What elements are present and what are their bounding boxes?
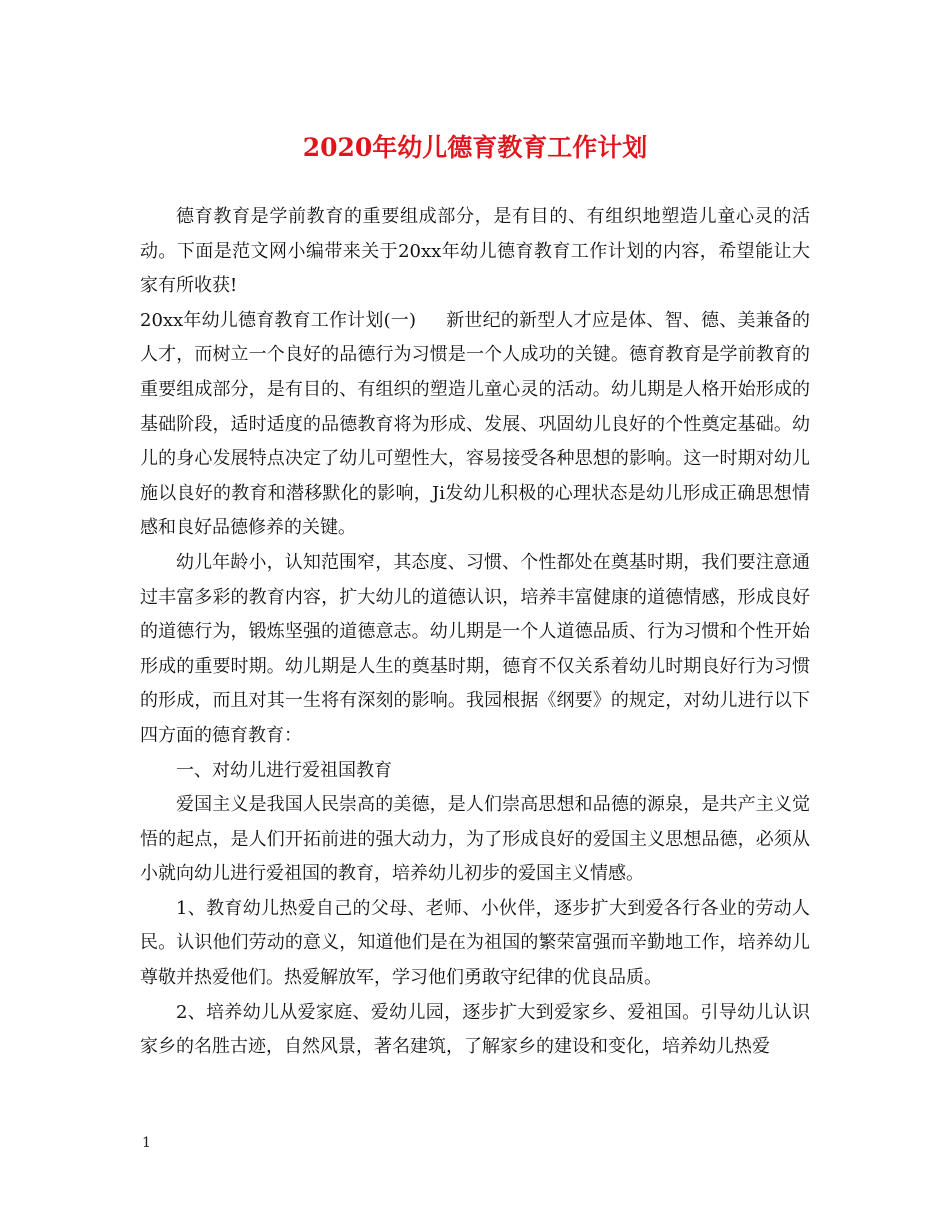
page-number: 1 (142, 1135, 151, 1151)
body-paragraph: 幼儿年龄小，认知范围窄，其态度、习惯、个性都处在奠基时期，我们要注意通过丰富多彩的教育内容，扩大幼儿的道德认识，培养丰富健康的道德情感，形成良好的道德行为，锻炼坚强的道德意志。幼儿期是一个人道德品质、行为习惯和个性开始形成的重要时期。幼儿期是人生的奠基时期，德育不仅关系着幼儿时期良好行为习惯的形成，而且对其一生将有深刻的影响。我园根据《纲要》的规定，对幼儿进行以下四方面的德育教育： (140, 551, 810, 746)
body-paragraph: 爱国主义是我国人民崇高的美德，是人们崇高思想和品德的源泉，是共产主义觉悟的起点，是人们开拓前进的强大动力，为了形成良好的爱国主义思想品德，必须从小就向幼儿进行爱祖国的教育，培养幼儿初步的爱国主义情感。 (140, 794, 810, 885)
subheading: 一、对幼儿进行爱祖国教育 (176, 759, 392, 781)
page-title: 2020年幼儿德育教育工作计划 (302, 133, 648, 162)
paragraph-text: 新世纪的新型人才应是体、智、德、美兼备的人才，而树立一个良好的品德行为习惯是一个人成功的关键。德育教育是学前教育的重要组成部分，是有目的、有组织的塑造儿童心灵的活动。幼儿期是人格开始形成的基础阶段，适时适度的品德教育将为形成、发展、巩固幼儿良好的个性奠定基础。幼儿的身心发展特点决定了幼儿可塑性大，容易接受各种思想的影响。这一时期对幼儿施以良好的教育和潜移默化的影响，Ji发幼儿积极的心理状态是幼儿形成正确思想情感和良好品德修养的关键。 (140, 309, 810, 539)
intro-paragraph: 德育教育是学前教育的重要组成部分，是有目的、有组织地塑造儿童心灵的活动。下面是范文网小编带来关于20xx年幼儿德育教育工作计划的内容，希望能让大家有所收获! (140, 206, 810, 297)
list-item: 2、培养幼儿从爱家庭、爱幼儿园，逐步扩大到爱家乡、爱祖国。引导幼儿认识家乡的名胜古迹，自然风景，著名建筑，了解家乡的建设和变化，培养幼儿热爱 (140, 1001, 810, 1058)
section-paragraph (140, 304, 810, 546)
list-item: 1、教育幼儿热爱自己的父母、老师、小伙伴，逐步扩大到爱各行各业的劳动人民。认识他们劳动的意义，知道他们是在为祖国的繁荣富强而辛勤地工作，培养幼儿尊敬并热爱他们。热爱解放军，学习他们勇敢守纪律的优良品质。 (140, 897, 810, 989)
document-body (140, 200, 810, 1065)
section-heading: 20xx年幼儿德育教育工作计划(一) (140, 309, 417, 331)
